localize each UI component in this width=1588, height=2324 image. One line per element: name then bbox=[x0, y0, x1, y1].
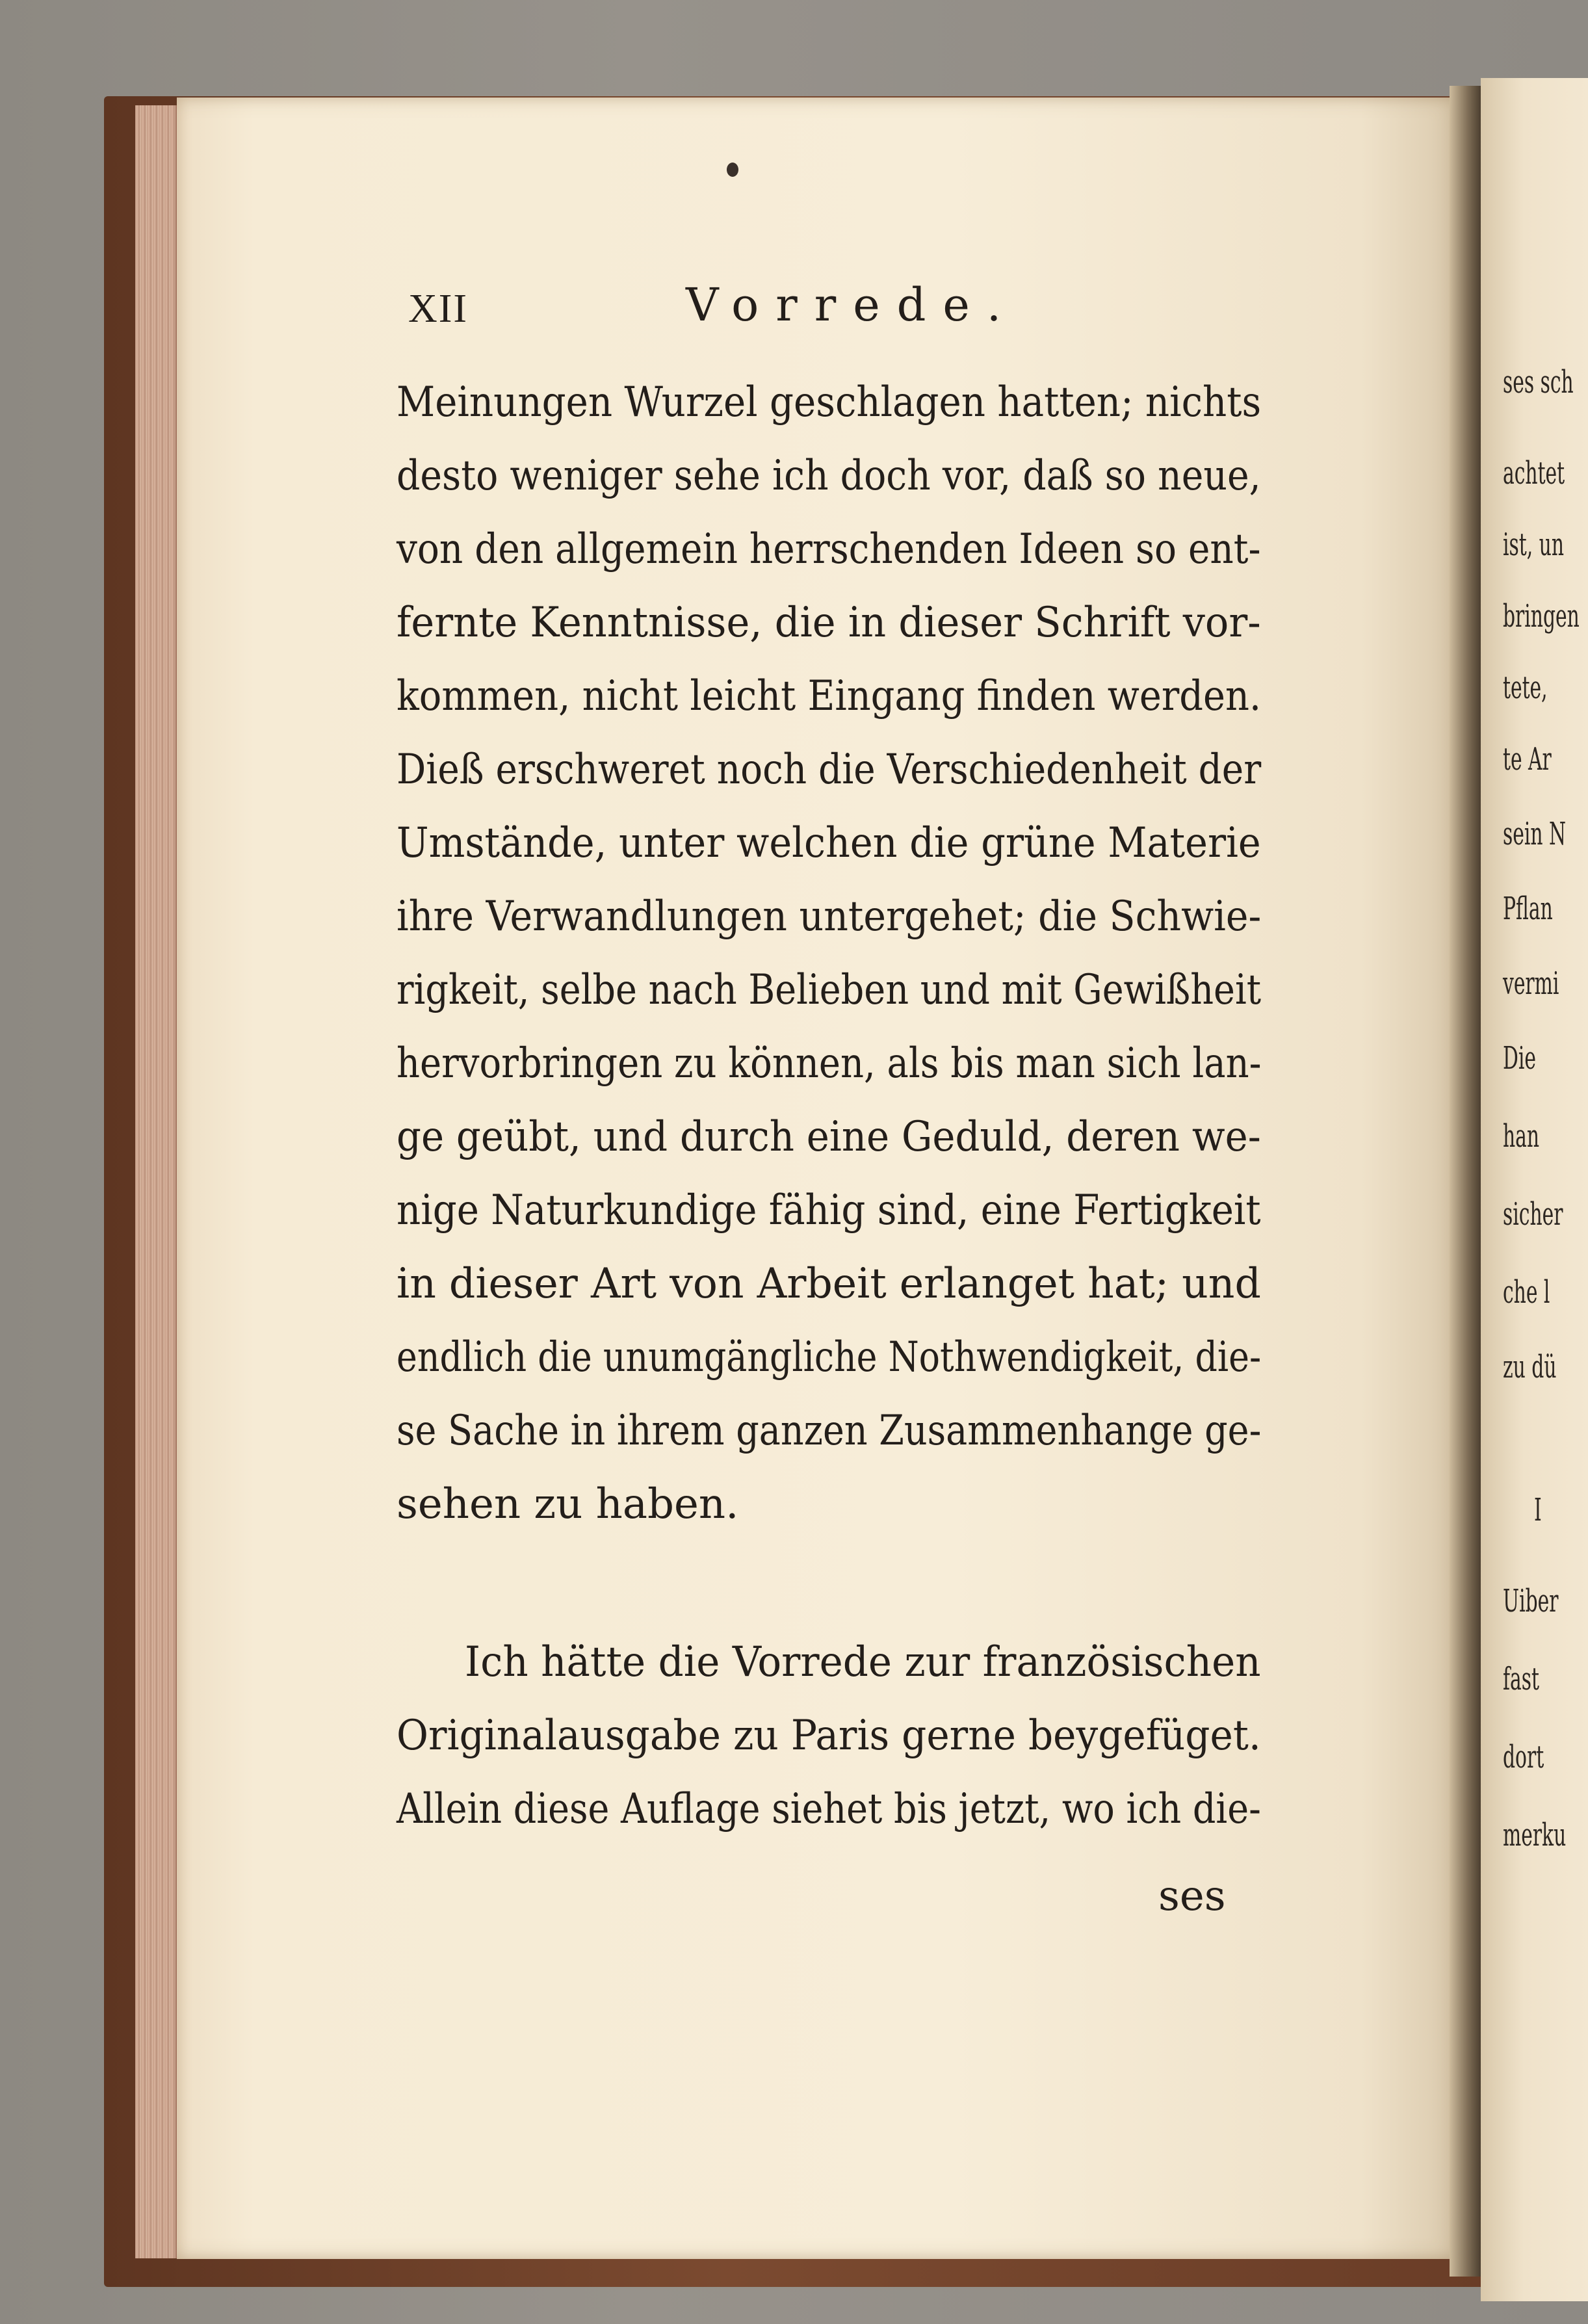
text-line: hervorbringen zu können, als bis man sich lan- bbox=[397, 1039, 1262, 1088]
running-head: Vorrede. bbox=[686, 278, 1019, 332]
facing-fragment: fast bbox=[1503, 1661, 1539, 1697]
text-line: Dieß erschweret noch die Verschiedenheit der bbox=[397, 746, 1262, 794]
text-line: desto weniger sehe ich doch vor, daß so neue, bbox=[397, 452, 1261, 500]
facing-fragment: bringen bbox=[1503, 598, 1580, 634]
facing-fragment: Uiber bbox=[1503, 1583, 1559, 1619]
page-number: XII bbox=[408, 287, 469, 331]
facing-fragment: che l bbox=[1503, 1274, 1550, 1311]
facing-fragment: te Ar bbox=[1503, 741, 1552, 777]
facing-fragment: merku bbox=[1503, 1817, 1567, 1853]
facing-fragment: ist, un bbox=[1503, 527, 1565, 563]
book-gutter bbox=[1450, 86, 1481, 2277]
text-line: ge geübt, und durch eine Geduld, deren we- bbox=[397, 1113, 1261, 1161]
text-line: sehen zu haben. bbox=[397, 1480, 739, 1528]
text-line: kommen, nicht leicht Eingang finden werden. bbox=[397, 672, 1262, 720]
text-line: fernte Kenntnisse, die in dieser Schrift vor- bbox=[397, 599, 1261, 647]
facing-fragment: han bbox=[1503, 1118, 1540, 1155]
facing-fragment: sicher bbox=[1503, 1196, 1563, 1233]
paragraph-line: Ich hätte die Vorrede zur französischen bbox=[465, 1638, 1261, 1686]
facing-fragment: Pflan bbox=[1503, 891, 1553, 927]
text-line: rigkeit, selbe nach Belieben und mit Gewißheit bbox=[397, 966, 1262, 1014]
text-line: endlich die unumgängliche Nothwendigkeit, die- bbox=[397, 1333, 1262, 1381]
text-line: Meinungen Wurzel geschlagen hatten; nichts bbox=[397, 378, 1262, 426]
text-line: von den allgemein herrschenden Ideen so ent- bbox=[397, 525, 1261, 573]
paragraph-line: Allein diese Auflage siehet bis jetzt, wo ich die- bbox=[397, 1785, 1261, 1833]
ink-spot-mark bbox=[727, 163, 738, 177]
catchword: ses bbox=[1158, 1872, 1226, 1920]
text-line: Umstände, unter welchen die grüne Materie bbox=[397, 819, 1261, 867]
facing-page bbox=[1481, 78, 1588, 2301]
facing-fragment: achtet bbox=[1503, 455, 1565, 491]
facing-fragment: Die bbox=[1503, 1040, 1536, 1077]
facing-fragment: zu dü bbox=[1503, 1349, 1557, 1385]
facing-fragment: vermi bbox=[1503, 965, 1559, 1002]
facing-fragment: tete, bbox=[1503, 670, 1548, 706]
text-line: nige Naturkundige fähig sind, eine Fertigkeit bbox=[397, 1186, 1261, 1234]
page-block-edge bbox=[135, 105, 178, 2258]
text-line: se Sache in ihrem ganzen Zusammenhange ge- bbox=[397, 1407, 1262, 1455]
text-line: in dieser Art von Arbeit erlanget hat; und bbox=[397, 1260, 1261, 1308]
facing-fragment: dort bbox=[1503, 1739, 1544, 1775]
facing-fragment: sein N bbox=[1503, 816, 1567, 852]
paragraph-line: Originalausgabe zu Paris gerne beygefüget. bbox=[397, 1712, 1261, 1760]
facing-fragment: I bbox=[1534, 1492, 1542, 1528]
text-line: ihre Verwandlungen untergehet; die Schwie- bbox=[397, 893, 1262, 941]
facing-fragment: ses sch bbox=[1503, 364, 1574, 400]
